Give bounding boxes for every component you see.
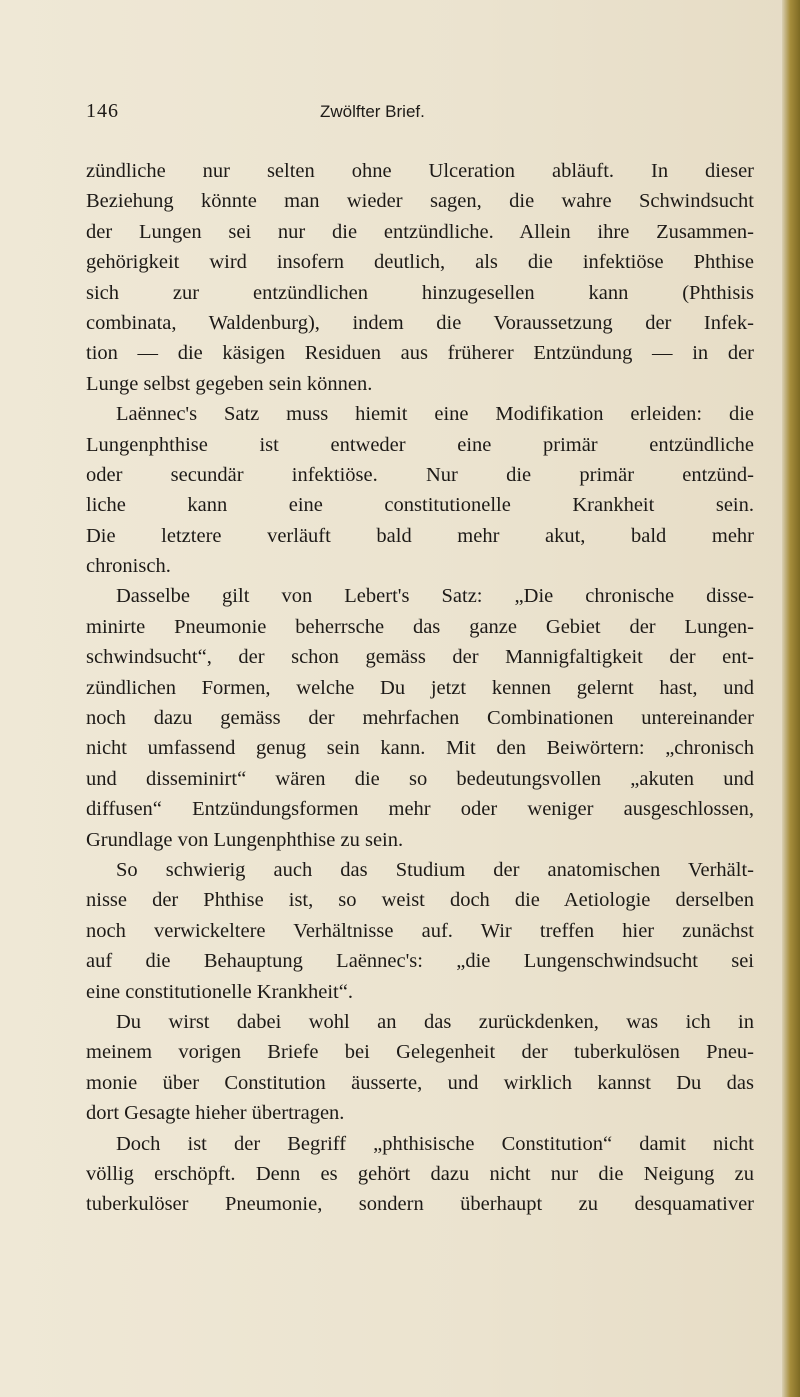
page-number: 146 [86,100,119,122]
text-line: sich zur entzündlichen hinzugesellen kann (Phthisis [86,281,754,304]
text-line: zündlichen Formen, welche Du jetzt kennen gelernt hast, und [86,676,754,699]
page-edge [782,0,800,1397]
text-line: Grundlage von Lungenphthise zu sein. [86,828,404,851]
body-text [86,156,754,1220]
text-line: Doch ist der Begriff „phthisische Constitution“ damit nicht [116,1132,754,1155]
text-line: minirte Pneumonie beherrsche das ganze Gebiet der Lungen- [86,615,754,638]
text-line: und disseminirt“ wären die so bedeutungsvollen „akuten und [86,767,754,790]
text-line: tuberkulöser Pneumonie, sondern überhaupt zu desquamativer [86,1193,754,1216]
text-line: der Lungen sei nur die entzündliche. Allein ihre Zusammen- [86,220,754,243]
text-line: liche kann eine constitutionelle Krankheit sein. [86,494,754,517]
text-line: völlig erschöpft. Denn es gehört dazu nicht nur die Neigung zu [86,1162,754,1185]
text-line: dort Gesagte hieher übertragen. [86,1102,345,1125]
running-head: Zwölfter Brief. [320,102,425,121]
text-line: tion — die käsigen Residuen aus früherer Entzündung — in der [86,342,754,365]
text-line: nicht umfassend genug sein kann. Mit den Beiwörtern: „chronisch [86,737,754,760]
text-line: diffusen“ Entzündungsformen mehr oder weniger ausgeschlossen, [86,798,754,821]
text-line: noch verwickeltere Verhältnisse auf. Wir treffen hier zunächst [86,919,754,942]
text-line: noch dazu gemäss der mehrfachen Combinationen untereinander [86,707,754,730]
text-line: oder secundär infektiöse. Nur die primär entzünd- [86,463,754,486]
text-line: Dasselbe gilt von Lebert's Satz: „Die chronische disse- [116,585,754,608]
text-line: zündliche nur selten ohne Ulceration abläuft. In dieser [86,160,754,182]
text-line: Beziehung könnte man wieder sagen, die wahre Schwindsucht [86,190,754,213]
text-line: auf die Behauptung Laënnec's: „die Lungenschwindsucht sei [86,950,754,973]
text-line: monie über Constitution äusserte, und wirklich kannst Du das [86,1071,754,1094]
text-line: eine constitutionelle Krankheit“. [86,980,353,1003]
text-line: Lungenphthise ist entweder eine primär entzündliche [86,433,754,456]
text-line: So schwierig auch das Studium der anatomischen Verhält- [116,858,754,881]
text-line: schwindsucht“, der schon gemäss der Mannigfaltigkeit der ent- [86,646,754,669]
text-line: nisse der Phthise ist, so weist doch die Aetiologie derselben [86,889,754,912]
text-line: combinata, Waldenburg), indem die Voraussetzung der Infek- [86,311,754,334]
text-line: Lunge selbst gegeben sein können. [86,372,373,395]
text-line: Laënnec's Satz muss hiemit eine Modifikation erleiden: die [116,403,754,426]
text-line: Du wirst dabei wohl an das zurückdenken, was ich in [116,1010,754,1033]
text-line: meinem vorigen Briefe bei Gelegenheit der tuberkulösen Pneu- [86,1041,754,1064]
page-header [86,100,754,130]
text-line: gehörigkeit wird insofern deutlich, als die infektiöse Phthise [86,251,754,274]
text-line: Die letztere verläuft bald mehr akut, bald mehr [86,524,754,547]
text-line: chronisch. [86,555,171,578]
